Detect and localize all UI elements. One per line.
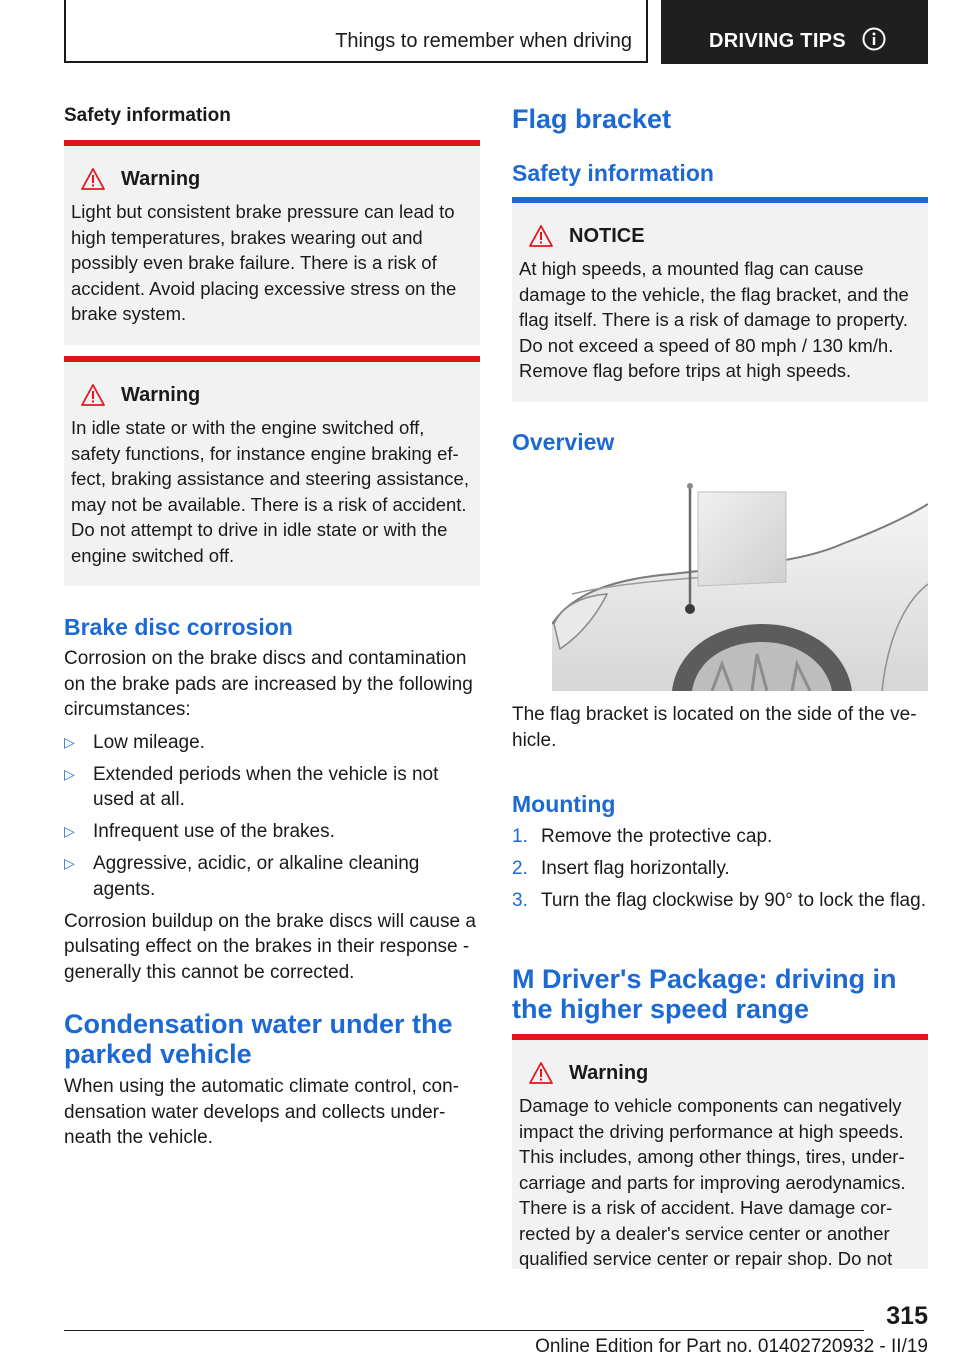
- condensation-section: [64, 1009, 480, 1151]
- breadcrumb: Things to remember when driving: [335, 30, 632, 52]
- triangle-bullet-icon: ▷: [64, 733, 75, 750]
- condensation-text: When using the automatic climate control, condensation water develops and collects underneath the vehicle.: [64, 1076, 459, 1148]
- flag-safety-heading: Safety information: [512, 160, 714, 186]
- list-item: [64, 819, 480, 845]
- list-item: [64, 730, 480, 756]
- section-tab[interactable]: [661, 0, 928, 64]
- overview-caption: The flag bracket is located on the side of the vehicle.: [512, 704, 917, 751]
- section-tab-label: DRIVING TIPS: [709, 30, 846, 52]
- warning-title: Warning: [121, 383, 201, 406]
- warning-callout-high-speed: [512, 1034, 928, 1269]
- warning-triangle-icon: [529, 1062, 553, 1084]
- list-item: [512, 856, 928, 882]
- warning-header: [519, 1060, 922, 1086]
- flag-bracket-heading: Flag bracket: [512, 104, 672, 134]
- brake-disc-outro: Corrosion buildup on the brake discs will cause a pulsating effect on the brakes in their response - generally this cannot be corrected.: [64, 910, 476, 983]
- list-item-text: Extended periods when the vehicle is not used at all.: [93, 763, 439, 810]
- flag-bracket-illustration: [552, 474, 928, 691]
- warning-triangle-icon: [529, 225, 553, 247]
- page-header: [64, 0, 928, 64]
- warning-text: Light but consistent brake pressure can lead to high temperatures, brakes wearing out and possibly even brake failure. There is a risk of accident. Avoid placing excessive stress on the brake system.: [71, 201, 457, 324]
- safety-information-heading: Safety information: [64, 105, 231, 126]
- list-item-text: Infrequent use of the brakes.: [93, 821, 335, 842]
- car-flag-illustration: [552, 474, 928, 691]
- triangle-bullet-icon: ▷: [64, 823, 75, 839]
- warning-callout-brake-pressure: [64, 140, 480, 345]
- mounting-steps: [512, 824, 928, 920]
- list-item: [512, 888, 928, 914]
- step-text: Insert flag horizontally.: [541, 858, 730, 879]
- warning-triangle-icon: [81, 168, 105, 190]
- notice-title: NOTICE: [569, 224, 645, 247]
- step-text: Remove the protective cap.: [541, 826, 773, 847]
- step-number: 1.: [512, 826, 528, 847]
- step-number: 2.: [512, 858, 528, 879]
- footer-divider: [64, 1330, 864, 1331]
- list-item: [64, 762, 480, 813]
- step-text: Turn the flag clockwise by 90° to lock the flag.: [541, 890, 926, 911]
- list-item: [64, 851, 480, 902]
- brake-disc-section: [64, 613, 480, 985]
- warning-title: Warning: [121, 167, 201, 190]
- brake-disc-intro: Corrosion on the brake discs and contamination on the brake pads are increased by the following circumstances:: [64, 648, 473, 720]
- warning-text: Damage to vehicle components can negatively impact the driving performance at high speeds. This includes, among other things, tires, undercarriage and parts for improving aerodynamics. There is a risk of accident. Have damage corrected by a dealer's service center or another qualified service center or repair shop. Do not: [519, 1095, 906, 1269]
- mounting-heading: Mounting: [512, 791, 616, 817]
- condensation-heading: Condensation water under the parked vehicle: [64, 1009, 453, 1069]
- warning-text: In idle state or with the engine switched off, safety functions, for instance engine braking effect, braking assistance and steering assistance, may not be available. There is a risk of accident. Do not attempt to drive in idle state or with the engine switched off.: [71, 417, 469, 566]
- notice-callout-flag: [512, 197, 928, 402]
- warning-header: [71, 382, 474, 408]
- header-frame: [64, 0, 648, 63]
- warning-callout-idle-state: [64, 356, 480, 586]
- triangle-bullet-icon: ▷: [64, 855, 75, 871]
- list-item-text: Low mileage.: [93, 731, 205, 753]
- triangle-bullet-icon: ▷: [64, 765, 75, 782]
- list-item-text: Aggressive, acidic, or alkaline cleaning agents.: [93, 853, 420, 900]
- overview-heading: Overview: [512, 429, 615, 455]
- notice-text: At high speeds, a mounted flag can cause damage to the vehicle, the flag bracket, and the flag itself. There is a risk of damage to property. Do not exceed a speed of 80 mph / 130 km/h. Remove flag before trips at high speeds.: [519, 258, 909, 381]
- warning-triangle-icon: [81, 384, 105, 406]
- m-drivers-package-heading: M Driver's Package: driving in the higher speed range: [512, 964, 897, 1024]
- info-icon[interactable]: [862, 27, 886, 51]
- warning-header: [71, 166, 474, 192]
- list-item: [512, 824, 928, 850]
- edition-text: Online Edition for Part no. 01402720932 - II/19: [535, 1336, 928, 1357]
- brake-disc-list: [64, 730, 480, 903]
- brake-disc-heading: Brake disc corrosion: [64, 614, 293, 640]
- step-number: 3.: [512, 890, 528, 911]
- page-number: 315: [886, 1302, 928, 1330]
- notice-header: [519, 223, 922, 249]
- warning-title: Warning: [569, 1061, 649, 1084]
